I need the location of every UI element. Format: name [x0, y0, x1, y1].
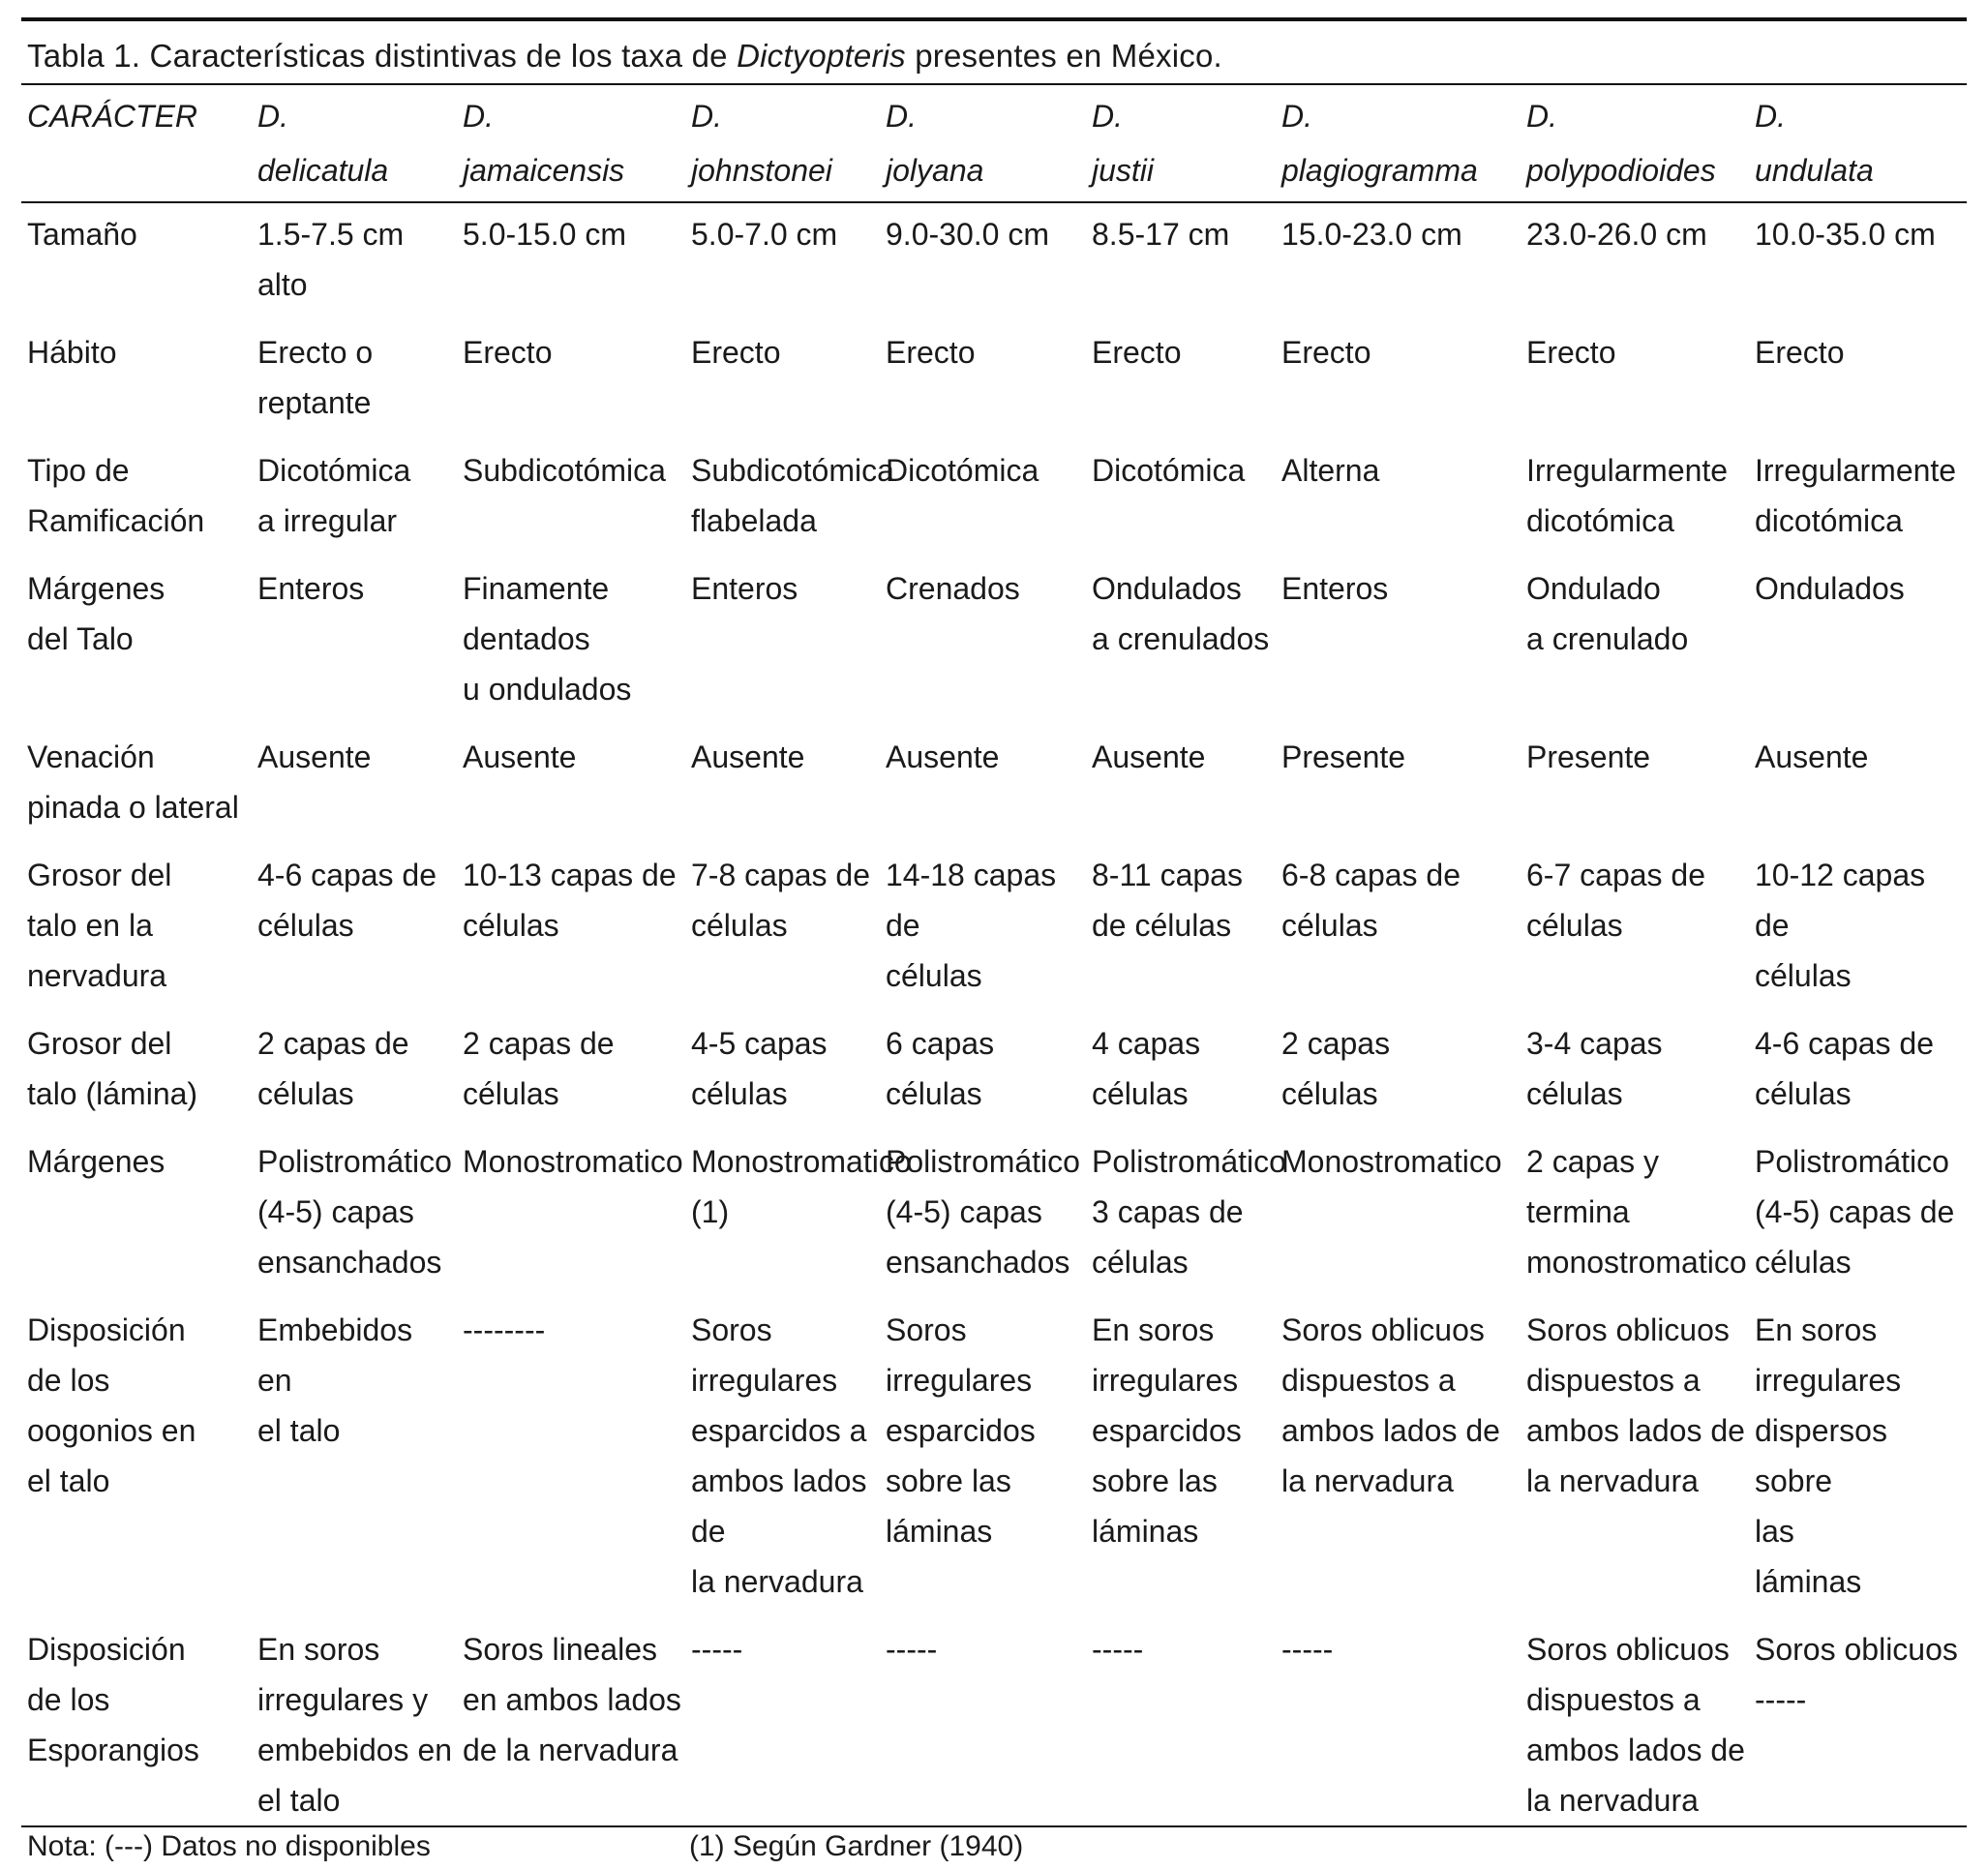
- table-cell: Irregularmente dicotómica: [1755, 453, 1957, 538]
- header-delicatula: D. delicatula: [252, 84, 457, 202]
- table-cell: Ondulado a crenulado: [1526, 571, 1689, 656]
- header-johnstonei: D. johnstonei: [685, 84, 880, 202]
- table-cell: Soros oblicuos dispuestos a ambos lados de la nervadura: [1526, 1312, 1745, 1498]
- caption-prefix: Tabla 1. Características distintivas de los taxa de: [27, 38, 738, 74]
- table-cell: Alterna: [1281, 453, 1380, 488]
- document-page: [21, 17, 1967, 1870]
- table-cell: Soros oblicuos dispuestos a ambos lados de la nervadura: [1526, 1632, 1745, 1818]
- table-cell: Soros irregulares esparcidos sobre las láminas: [886, 1312, 1036, 1549]
- table-cell: 10-12 capas de células: [1755, 858, 1926, 993]
- table-cell: Enteros: [257, 571, 365, 606]
- caption-taxon: Dictyopteris: [737, 38, 906, 74]
- table-cell: 4 capas células: [1092, 1026, 1201, 1111]
- table-cell: 2 capas células: [1281, 1026, 1391, 1111]
- table-cell: Finamente dentados u ondulados: [463, 571, 632, 707]
- table-cell: 4-6 capas de células: [1755, 1026, 1935, 1111]
- table-cell: Dicotómica: [886, 453, 1039, 488]
- table-cell: En soros irregulares esparcidos sobre las láminas: [1092, 1312, 1242, 1549]
- table-cell: 15.0-23.0 cm: [1281, 217, 1462, 252]
- table-cell: Soros oblicuos -----: [1755, 1632, 1958, 1717]
- table-cell: 2 capas y termina monostromatico: [1526, 1144, 1747, 1280]
- header-justii: D. justii: [1086, 84, 1276, 202]
- table-cell: Enteros: [1281, 571, 1389, 606]
- row-label-cell: Márgenes: [27, 1144, 166, 1179]
- table-cell: 4-6 capas de células: [257, 858, 437, 943]
- table-cell: Erecto: [1526, 335, 1616, 370]
- table-row: [21, 563, 1967, 732]
- table-cell: Ausente: [1092, 739, 1206, 774]
- table-row: [21, 1305, 1967, 1624]
- table-cell: 14-18 capas de células: [886, 858, 1057, 993]
- table-cell: Subdicotómica: [463, 453, 666, 488]
- table-cell: Erecto: [1755, 335, 1845, 370]
- table-cell: Ausente: [691, 739, 805, 774]
- table-caption: [21, 35, 1967, 83]
- table-cell: --------: [463, 1312, 546, 1347]
- header-plagiogramma: D. plagiogramma: [1276, 84, 1521, 202]
- table-cell: 10.0-35.0 cm: [1755, 217, 1936, 252]
- table-cell: 2 capas de células: [463, 1026, 615, 1111]
- row-label-cell: Disposición de los Esporangios: [27, 1632, 199, 1767]
- table-cell: Polistromático (4-5) capas de células: [1755, 1144, 1955, 1280]
- table-cell: Crenados: [886, 571, 1020, 606]
- table-cell: Soros oblicuos dispuestos a ambos lados de la nervadura: [1281, 1312, 1500, 1498]
- table-cell: Subdicotómica flabelada: [691, 453, 894, 538]
- table-cell: -----: [1092, 1632, 1144, 1667]
- table-cell: Erecto: [886, 335, 976, 370]
- header-jolyana: D. jolyana: [880, 84, 1086, 202]
- table-cell: Erecto: [463, 335, 553, 370]
- table-cell: Dicotómica a irregular: [257, 453, 411, 538]
- caption-suffix: presentes en México.: [905, 38, 1222, 74]
- table-cell: Embebidos en el talo: [257, 1312, 413, 1448]
- header-caracter: CARÁCTER: [21, 84, 252, 202]
- table-cell: 3-4 capas células: [1526, 1026, 1663, 1111]
- table-cell: -----: [1281, 1632, 1334, 1667]
- table-cell: Dicotómica: [1092, 453, 1246, 488]
- top-rule: [21, 17, 1967, 21]
- table-cell: Enteros: [691, 571, 798, 606]
- table-cell: 6-8 capas de células: [1281, 858, 1461, 943]
- header-polypodioides: D. polypodioides: [1521, 84, 1749, 202]
- row-label-cell: Hábito: [27, 335, 117, 370]
- row-label-cell: Grosor del talo (lámina): [27, 1026, 198, 1111]
- table-row: [21, 1136, 1967, 1305]
- table-cell: -----: [886, 1632, 938, 1667]
- table-cell: 2 capas de células: [257, 1026, 409, 1111]
- table-cell: Polistromático (4-5) capas ensanchados: [886, 1144, 1080, 1280]
- row-label-cell: Tamaño: [27, 217, 137, 252]
- table-cell: Presente: [1526, 739, 1651, 774]
- table-cell: 10-13 capas de células: [463, 858, 677, 943]
- table-cell: Ausente: [463, 739, 577, 774]
- table-cell: Ausente: [1755, 739, 1869, 774]
- table-row: [21, 202, 1967, 327]
- table-row: [21, 850, 1967, 1018]
- table-cell: 5.0-15.0 cm: [463, 217, 626, 252]
- table-cell: Ondulados a crenulados: [1092, 571, 1270, 656]
- table-cell: 4-5 capas células: [691, 1026, 828, 1111]
- table-cell: Erecto: [691, 335, 781, 370]
- header-jamaicensis: D. jamaicensis: [457, 84, 685, 202]
- table-row: [21, 445, 1967, 563]
- table-cell: Irregularmente dicotómica: [1526, 453, 1729, 538]
- row-label-cell: Tipo de Ramificación: [27, 453, 205, 538]
- table-cell: Soros irregulares esparcidos a ambos lados de la nervadura: [691, 1312, 867, 1599]
- table-cell: 9.0-30.0 cm: [886, 217, 1049, 252]
- table-row: [21, 327, 1967, 445]
- table-cell: Soros lineales en ambos lados de la nervadura: [463, 1632, 681, 1767]
- table-cell: Monostromatico (1): [691, 1144, 912, 1229]
- header-undulata: D. undulata: [1749, 84, 1967, 202]
- table-cell: Ausente: [257, 739, 372, 774]
- taxa-table: [21, 83, 1967, 1827]
- table-cell: Presente: [1281, 739, 1406, 774]
- row-label-cell: Grosor del talo en la nervadura: [27, 858, 172, 993]
- row-label-cell: Márgenes del Talo: [27, 571, 166, 656]
- table-cell: -----: [691, 1632, 743, 1667]
- table-cell: 7-8 capas de células: [691, 858, 871, 943]
- table-row: [21, 1018, 1967, 1136]
- table-notes: [21, 1827, 1967, 1870]
- table-cell: Monostromatico: [463, 1144, 683, 1179]
- note-missing-data: Nota: (---) Datos no disponibles: [27, 1830, 431, 1862]
- table-cell: En soros irregulares dispersos sobre las láminas: [1755, 1312, 1902, 1599]
- table-row: [21, 732, 1967, 850]
- table-cell: 6-7 capas de células: [1526, 858, 1706, 943]
- table-cell: 8-11 capas de células: [1092, 858, 1243, 943]
- table-cell: Erecto: [1281, 335, 1371, 370]
- note-source: (1) Según Gardner (1940): [689, 1830, 1024, 1862]
- table-cell: Ondulados: [1755, 571, 1905, 606]
- table-cell: 5.0-7.0 cm: [691, 217, 838, 252]
- row-label-cell: Disposición de los oogonios en el talo: [27, 1312, 196, 1498]
- table-cell: 1.5-7.5 cm alto: [257, 217, 405, 302]
- table-cell: 8.5-17 cm: [1092, 217, 1230, 252]
- table-cell: Polistromático 3 capas de células: [1092, 1144, 1286, 1280]
- table-cell: 6 capas células: [886, 1026, 995, 1111]
- table-cell: En soros irregulares y embebidos en el talo: [257, 1632, 453, 1818]
- row-label-cell: Venación pinada o lateral: [27, 739, 239, 825]
- table-cell: Erecto: [1092, 335, 1182, 370]
- table-cell: Monostromatico: [1281, 1144, 1502, 1179]
- table-body: [21, 202, 1967, 1826]
- table-cell: Erecto o reptante: [257, 335, 374, 420]
- table-cell: 23.0-26.0 cm: [1526, 217, 1707, 252]
- table-row: [21, 1624, 1967, 1826]
- table-cell: Polistromático (4-5) capas ensanchados: [257, 1144, 452, 1280]
- header-row: [21, 84, 1967, 202]
- table-cell: Ausente: [886, 739, 1000, 774]
